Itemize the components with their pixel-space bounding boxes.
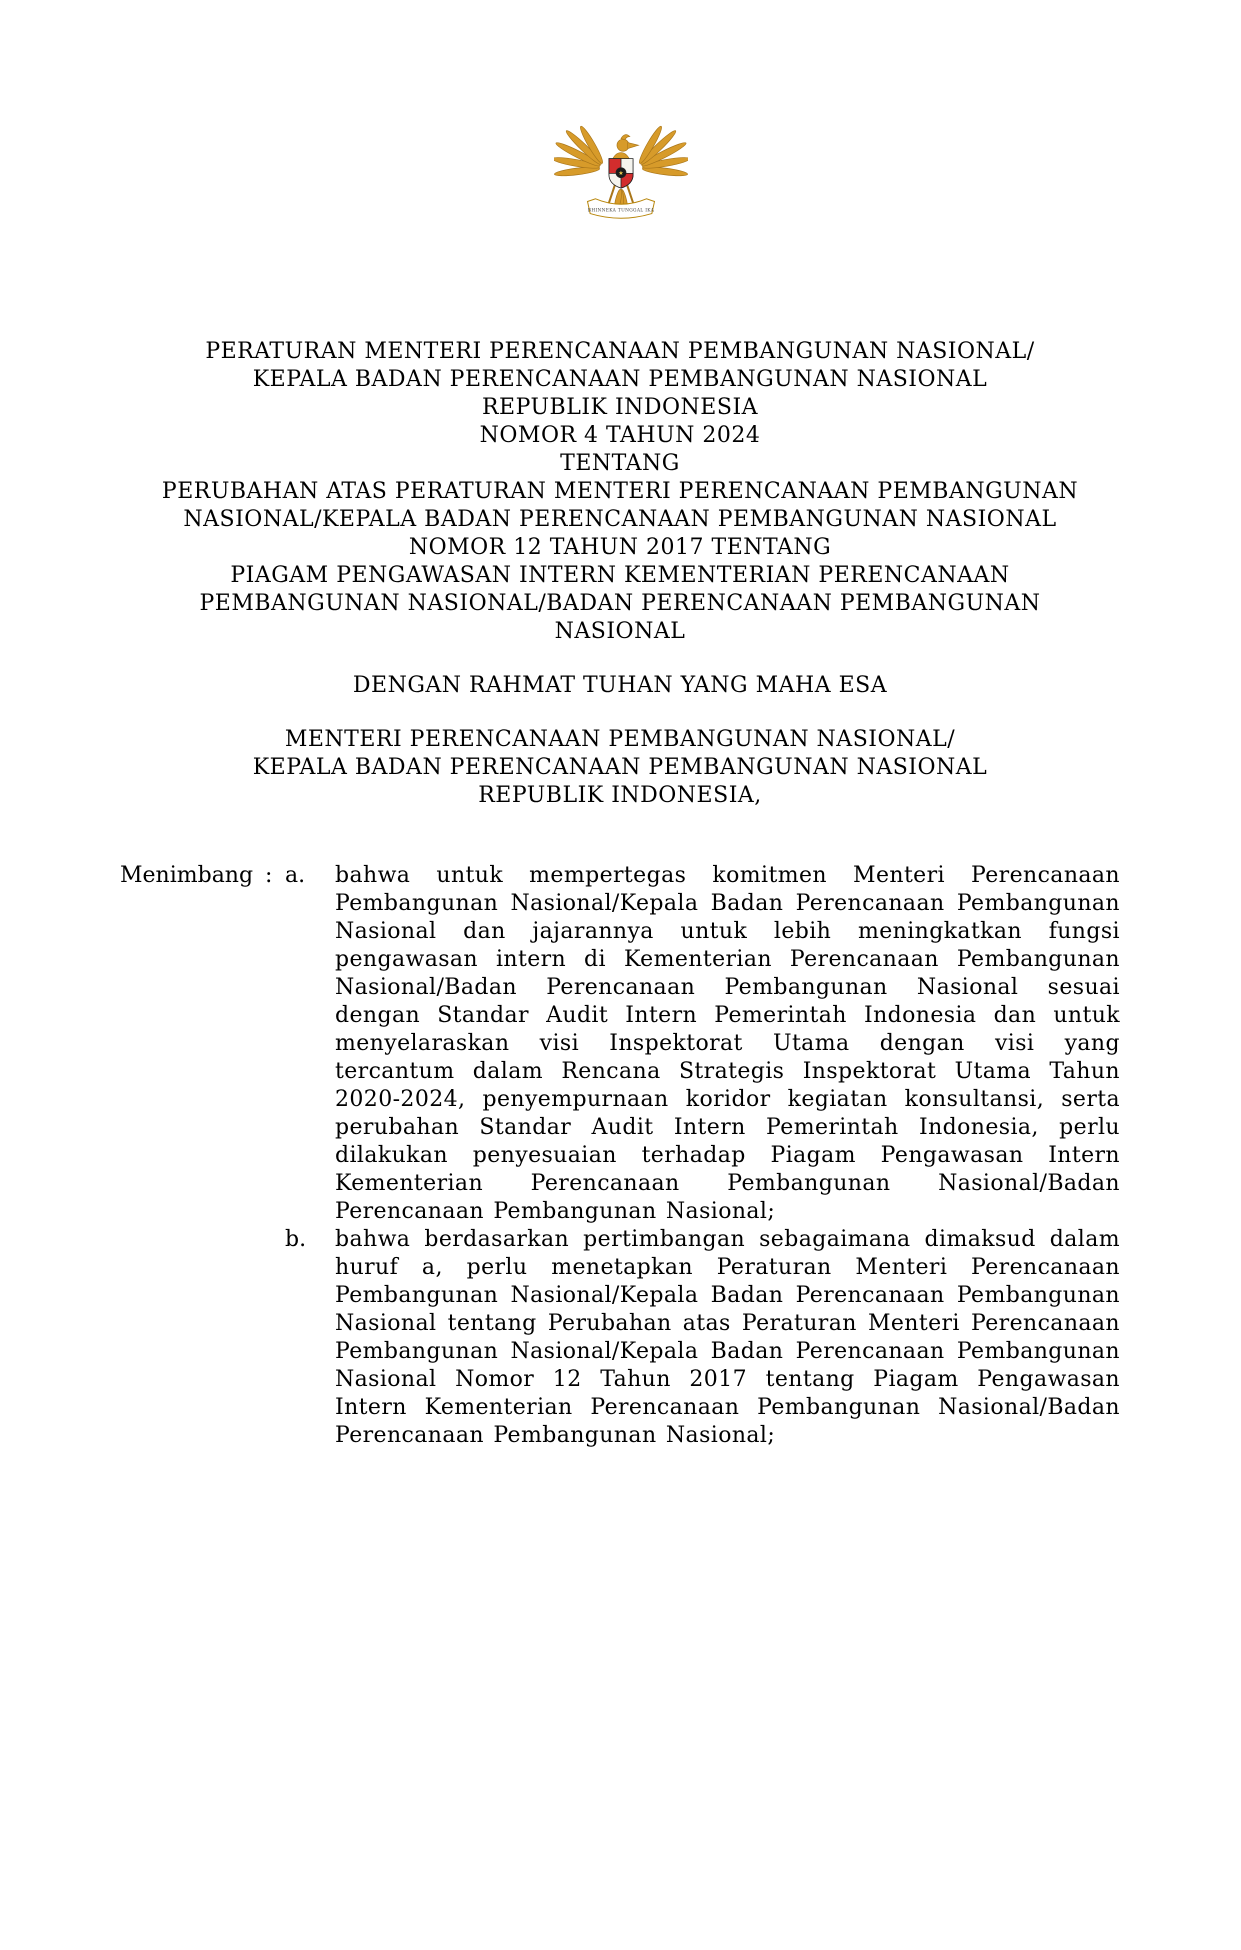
title-line-10: PEMBANGUNAN NASIONAL/BADAN PERENCANAAN PEMBANGUNAN	[199, 591, 1041, 616]
item-b-text: bahwa berdasarkan pertimbangan sebagaimana dimaksud dalam huruf a, perlu menetapkan Peraturan Menteri Perencanaan Pembangunan Nasional/Kepala Badan Perencanaan Pembangunan Nasional tentang Perubahan atas Peraturan Menteri Perencanaan Pembangunan Nasional/Kepala Badan Perencanaan Pembangunan Nasional Nomor 12 Tahun 2017 tentang Piagam Pengawasan Intern Kementerian Perencanaan Pembangunan Nasional/Badan Perencanaan Pembangunan Nasional;	[335, 1227, 1120, 1448]
title-line-1: PERATURAN MENTERI PERENCANAAN PEMBANGUNAN NASIONAL/	[205, 339, 1035, 364]
title-line-7: NASIONAL/KEPALA BADAN PERENCANAAN PEMBANGUNAN NASIONAL	[183, 507, 1057, 532]
title-line-8: NOMOR 12 TAHUN 2017 TENTANG	[408, 535, 832, 560]
title-line-9: PIAGAM PENGAWASAN INTERN KEMENTERIAN PERENCANAAN	[230, 563, 1010, 588]
considering-label: Menimbang	[120, 863, 254, 888]
shield-star-icon: ★	[617, 170, 624, 178]
item-a-text: bahwa untuk mempertegas komitmen Menteri Perencanaan Pembangunan Nasional/Kepala Badan Perencanaan Pembangunan Nasional dan jajarannya untuk lebih meningkatkan fungsi pengawasan intern di Kementerian Perencanaan Pembangunan Nasional/Badan Perencanaan Pembangunan Nasional sesuai dengan Standar Audit Intern Pemerintah Indonesia dan untuk menyelaraskan visi Inspektorat Utama dengan visi yang tercantum dalam Rencana Strategis Inspektorat Utama Tahun 2020-2024, penyempurnaan koridor kegiatan konsultansi, serta perubahan Standar Audit Intern Pemerintah Indonesia, perlu dilakukan penyesuaian terhadap Piagam Pengawasan Intern Kementerian Perencanaan Pembangunan Nasional/Badan Perencanaan Pembangunan Nasional;	[335, 863, 1120, 1224]
item-b-marker: b.	[285, 1227, 307, 1252]
emblem-motto-text: BHINNEKA TUNGGAL IKA	[587, 208, 654, 214]
authority-line-2: KEPALA BADAN PERENCANAAN PEMBANGUNAN NASIONAL	[252, 755, 988, 780]
title-line-11: NASIONAL	[554, 619, 686, 644]
title-line-3: REPUBLIK INDONESIA	[481, 395, 759, 420]
document-content	[0, 338, 1241, 1450]
title-line-number: NOMOR 4 TAHUN 2024	[479, 423, 761, 448]
authority-line-3: REPUBLIK INDONESIA,	[478, 783, 762, 808]
garuda-pancasila-emblem	[0, 0, 1241, 234]
invocation-line: DENGAN RAHMAT TUHAN YANG MAHA ESA	[352, 673, 888, 698]
considering-items	[285, 862, 1120, 1450]
garuda-pancasila-icon	[554, 98, 688, 234]
considering-separator: :	[265, 863, 273, 888]
regulation-title-block	[120, 338, 1120, 646]
considering-item-a	[285, 862, 1120, 1226]
issuing-authority-block	[120, 726, 1120, 810]
title-line-tentang: TENTANG	[560, 451, 680, 476]
considering-item-b	[285, 1226, 1120, 1450]
title-line-2: KEPALA BADAN PERENCANAAN PEMBANGUNAN NASIONAL	[252, 367, 988, 392]
title-line-6: PERUBAHAN ATAS PERATURAN MENTERI PERENCANAAN PEMBANGUNAN	[161, 479, 1079, 504]
item-a-marker: a.	[285, 863, 306, 888]
authority-line-1: MENTERI PERENCANAAN PEMBANGUNAN NASIONAL/	[284, 727, 956, 752]
considering-section	[120, 862, 1120, 1450]
